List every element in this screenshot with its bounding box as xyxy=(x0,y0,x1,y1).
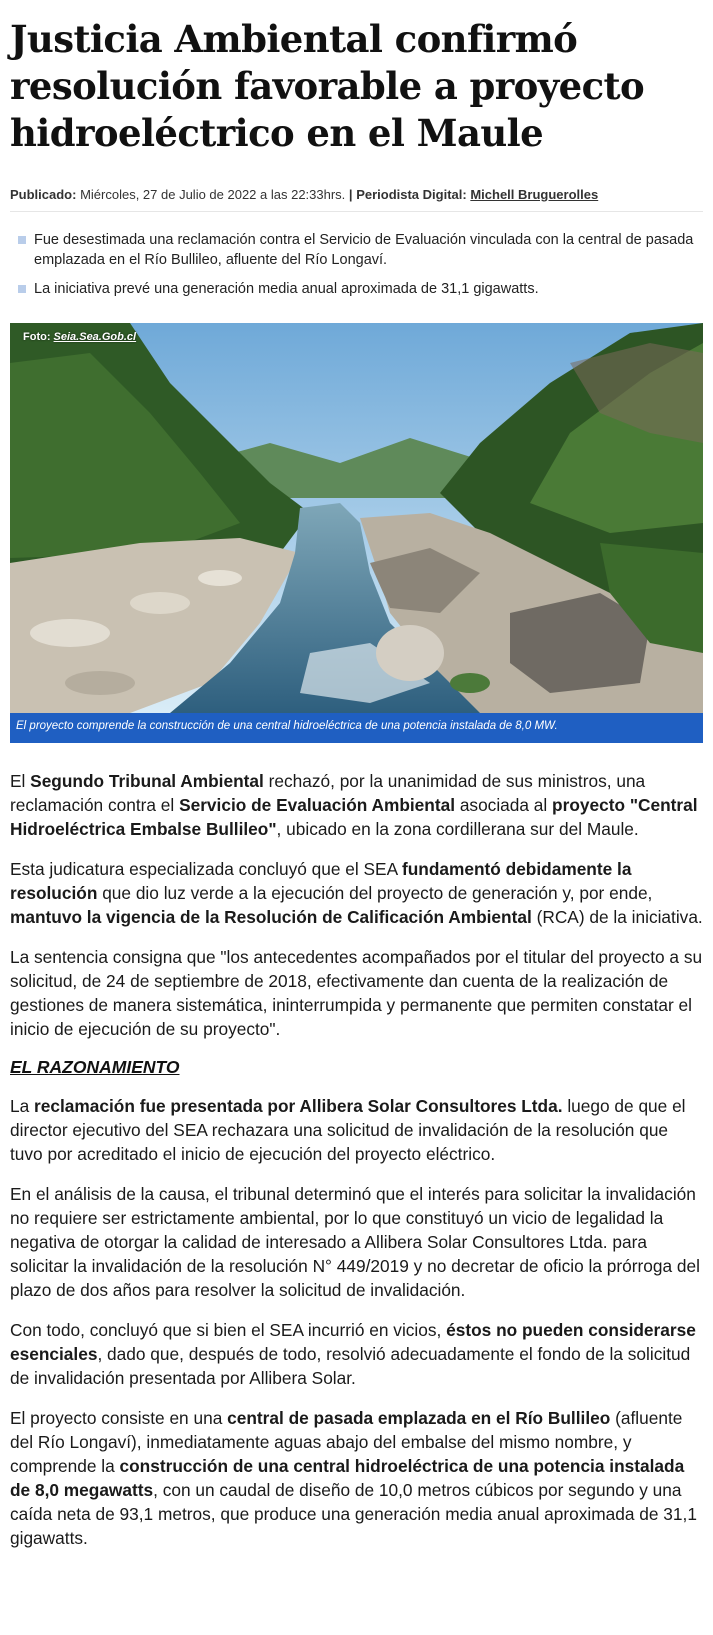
paragraph: En el análisis de la causa, el tribunal determinó que el interés para solicitar la invalidación no requiere ser estrictamente ambiental, por lo que constituyó un vicio de legalidad la negativa de otorgar la calidad de interesado a Allibera Solar Consultores Ltda. para solicitar la invalidación de la resolución N° 449/2019 y no decretar de oficio la prórroga del plazo de dos años para resolver la solicitud de invalidación. xyxy=(10,1184,700,1300)
meta-separator: | xyxy=(348,187,353,202)
summary-item xyxy=(10,230,703,270)
article-title: Justicia Ambiental confirmó resolución favorable a proyecto hidroeléctrico en el Maule xyxy=(10,17,645,155)
photo-caption: El proyecto comprende la construcción de una central hidroeléctrica de una potencia instalada de 8,0 MW. xyxy=(10,713,703,743)
published-date: Miércoles, 27 de Julio de 2022 a las 22:33hrs. xyxy=(80,187,346,202)
paragraph: El Segundo Tribunal Ambiental rechazó, por la unanimidad de sus ministros, una reclamación contra el Servicio de Evaluación Ambiental asociada al proyecto "Central Hidroeléctrica Embalse Bullileo", ubicado en la zona cordillerana sur del Maule. xyxy=(10,771,698,839)
square-bullet-icon xyxy=(18,236,26,244)
photo-credit-link[interactable]: Seia.Sea.Gob.cl xyxy=(53,331,137,343)
article xyxy=(0,10,713,1550)
river-photo xyxy=(10,323,703,713)
square-bullet-icon xyxy=(18,285,26,293)
article-meta xyxy=(10,187,703,212)
article-body xyxy=(10,769,703,1550)
author-link[interactable]: Michell Bruguerolles xyxy=(470,187,599,202)
paragraph: El proyecto consiste en una central de pasada emplazada en el Río Bullileo (afluente del Río Longaví), inmediatamente aguas abajo del embalse del mismo nombre, y comprende la construcción de una central hidroeléctrica de una potencia instalada de 8,0 megawatts, con un caudal de diseño de 10,0 metros cúbicos por segundo y una caída neta de 93,1 metros, que produce una generación media anual aproximada de 31,1 gigawatts. xyxy=(10,1408,697,1548)
paragraph: La reclamación fue presentada por Allibera Solar Consultores Ltda. luego de que el director ejecutivo del SEA rechazara una solicitud de invalidación de la resolución que tuvo por acreditado el inicio de ejecución del proyecto eléctrico. xyxy=(10,1096,686,1164)
summary-text: La iniciativa prevé una generación media anual aproximada de 31,1 gigawatts. xyxy=(34,281,539,297)
paragraph: Con todo, concluyó que si bien el SEA incurrió en vicios, éstos no pueden considerarse esenciales, dado que, después de todo, resolvió adecuadamente el fondo de la solicitud de invalidación presentada por Allibera Solar. xyxy=(10,1320,696,1388)
section-heading: EL RAZONAMIENTO xyxy=(10,1057,180,1077)
published-label: Publicado: xyxy=(10,187,77,202)
article-figure xyxy=(10,323,703,743)
paragraph: Esta judicatura especializada concluyó que el SEA fundamentó debidamente la resolución que dio luz verde a la ejecución del proyecto de generación y, por ende, mantuvo la vigencia de la Resolución de Calificación Ambiental (RCA) de la iniciativa. xyxy=(10,859,703,927)
summary-item xyxy=(10,279,703,299)
photo-credit-label: Foto: xyxy=(23,331,51,343)
paragraph: La sentencia consigna que "los antecedentes acompañados por el titular del proyecto a su solicitud, de 24 de septiembre de 2018, efectivamente dan cuenta de la realización de gestiones de manera sistemática, ininterrumpida y permanente que permiten constatar el inicio de ejecución de su proyecto". xyxy=(10,947,703,1039)
summary-text: Fue desestimada una reclamación contra el Servicio de Evaluación vinculada con la central de pasada emplazada en el Río Bullileo, afluente del Río Longaví. xyxy=(34,232,694,268)
summary-list xyxy=(10,230,703,299)
photo-credit xyxy=(23,331,136,343)
author-label: Periodista Digital: xyxy=(356,187,467,202)
